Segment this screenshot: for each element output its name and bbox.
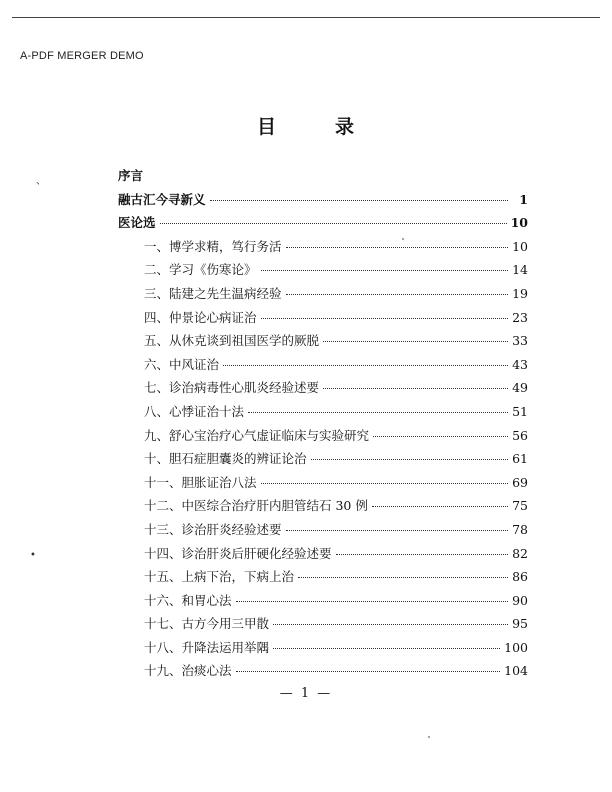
toc-entry-title: 十四、诊治肝炎后肝硬化经验述要 [144, 545, 332, 561]
table-of-contents [118, 166, 528, 685]
toc-entry-page: 90 [512, 592, 528, 608]
toc-entry-page: 33 [512, 333, 528, 349]
toc-entry-title: 八、心悸证治十法 [144, 403, 245, 419]
toc-entry-title: 十二、中医综合治疗肝内胆管结石 30 例 [144, 498, 368, 514]
page-title [0, 112, 612, 139]
toc-entry[interactable] [118, 473, 528, 497]
toc-entry-title: 融古汇今寻新义 [118, 191, 206, 207]
toc-entry[interactable] [118, 378, 528, 402]
toc-entry-page: 95 [512, 616, 528, 632]
dot-leader [236, 671, 501, 672]
toc-entry-page: 61 [512, 451, 528, 467]
dot-leader [336, 554, 508, 555]
toc-entry-page: 10 [510, 215, 528, 231]
dot-leader [236, 601, 508, 602]
dot-leader [311, 459, 508, 460]
toc-entry-page: 86 [512, 569, 528, 585]
dot-leader [210, 200, 508, 201]
top-rule [12, 17, 600, 18]
toc-entry[interactable] [118, 260, 528, 284]
toc-entry-title: 一、博学求精，笃行务活 [144, 238, 282, 254]
toc-entry-title: 十三、诊治肝炎经验述要 [144, 521, 282, 537]
dot-leader [286, 530, 508, 531]
toc-entry-title: 十八、升降法运用举隅 [144, 639, 270, 655]
toc-entry-title: 九、舒心宝治疗心气虚证临床与实验研究 [144, 427, 370, 443]
dot-leader [286, 247, 508, 248]
toc-entry[interactable] [118, 449, 528, 473]
scan-mark: 、 [36, 176, 46, 187]
scan-mark: • [30, 550, 36, 561]
toc-entry-page: 78 [512, 521, 528, 537]
dot-leader [261, 483, 508, 484]
toc-entry-page: 56 [512, 427, 528, 443]
dot-leader [273, 624, 508, 625]
toc-entry-title: 十六、和胃心法 [144, 592, 232, 608]
toc-entry-page: 43 [512, 356, 528, 372]
toc-entry-title: 医论选 [118, 215, 156, 231]
toc-entry[interactable] [118, 520, 528, 544]
toc-entry[interactable] [118, 308, 528, 332]
toc-entry-page: 82 [512, 545, 528, 561]
dot-leader [160, 223, 507, 224]
toc-entry-title: 七、诊治病毒性心肌炎经验述要 [144, 380, 320, 396]
toc-entry-title: 十、胆石症胆囊炎的辨证论治 [144, 451, 307, 467]
toc-entry-title: 十九、治痰心法 [144, 663, 232, 679]
toc-entry-title: 二、学习《伤寒论》 [144, 262, 257, 278]
dot-leader [286, 294, 508, 295]
toc-entry[interactable] [118, 544, 528, 568]
dot-leader [323, 341, 508, 342]
page-number: — 1 — [279, 686, 333, 701]
title-char-right: 录 [335, 116, 356, 138]
scan-speck [428, 736, 430, 738]
dot-leader [223, 365, 508, 366]
toc-entry-page: 23 [512, 309, 528, 325]
toc-entry-page: 51 [512, 403, 528, 419]
title-char-left: 目 [256, 116, 277, 138]
toc-entry-title: 序言 [118, 168, 144, 183]
toc-entry[interactable] [118, 331, 528, 355]
dot-leader [273, 648, 500, 649]
toc-entry-title: 十一、胆胀证治八法 [144, 474, 257, 490]
toc-entry-title: 十五、上病下治，下病上治 [144, 569, 295, 585]
toc-entry[interactable] [118, 213, 528, 237]
toc-entry[interactable] [118, 237, 528, 261]
dot-leader [261, 270, 508, 271]
toc-entry[interactable] [118, 591, 528, 615]
toc-entry[interactable] [118, 614, 528, 638]
toc-entry-title: 三、陆建之先生温病经验 [144, 285, 282, 301]
dot-leader [248, 412, 508, 413]
toc-entry-title: 五、从休克谈到祖国医学的厥脱 [144, 333, 320, 349]
toc-entry-page: 104 [504, 663, 528, 679]
dot-leader [372, 506, 508, 507]
toc-entry-title: 六、中风证治 [144, 356, 220, 372]
toc-entry-title: 四、仲景论心病证治 [144, 309, 257, 325]
toc-entry-page: 14 [512, 262, 528, 278]
toc-entry-page: 49 [512, 380, 528, 396]
toc-entry[interactable] [118, 166, 528, 190]
toc-entry-page: 10 [512, 238, 528, 254]
toc-entry[interactable] [118, 355, 528, 379]
toc-entry[interactable] [118, 661, 528, 685]
toc-entry[interactable] [118, 496, 528, 520]
toc-entry[interactable] [118, 567, 528, 591]
toc-entry[interactable] [118, 402, 528, 426]
toc-entry[interactable] [118, 190, 528, 214]
dot-leader [373, 436, 508, 437]
dot-leader [261, 318, 508, 319]
toc-entry[interactable] [118, 426, 528, 450]
toc-entry-page: 19 [512, 285, 528, 301]
toc-entry-title: 十七、古方今用三甲散 [144, 616, 270, 632]
toc-entry-page: 1 [519, 191, 528, 207]
toc-entry[interactable] [118, 284, 528, 308]
toc-entry-page: 69 [512, 474, 528, 490]
dot-leader [298, 577, 508, 578]
watermark-text: A-PDF MERGER DEMO [20, 50, 144, 62]
toc-entry-page: 100 [504, 639, 528, 655]
dot-leader [323, 388, 508, 389]
toc-entry[interactable] [118, 638, 528, 662]
toc-entry-page: 75 [512, 498, 528, 514]
